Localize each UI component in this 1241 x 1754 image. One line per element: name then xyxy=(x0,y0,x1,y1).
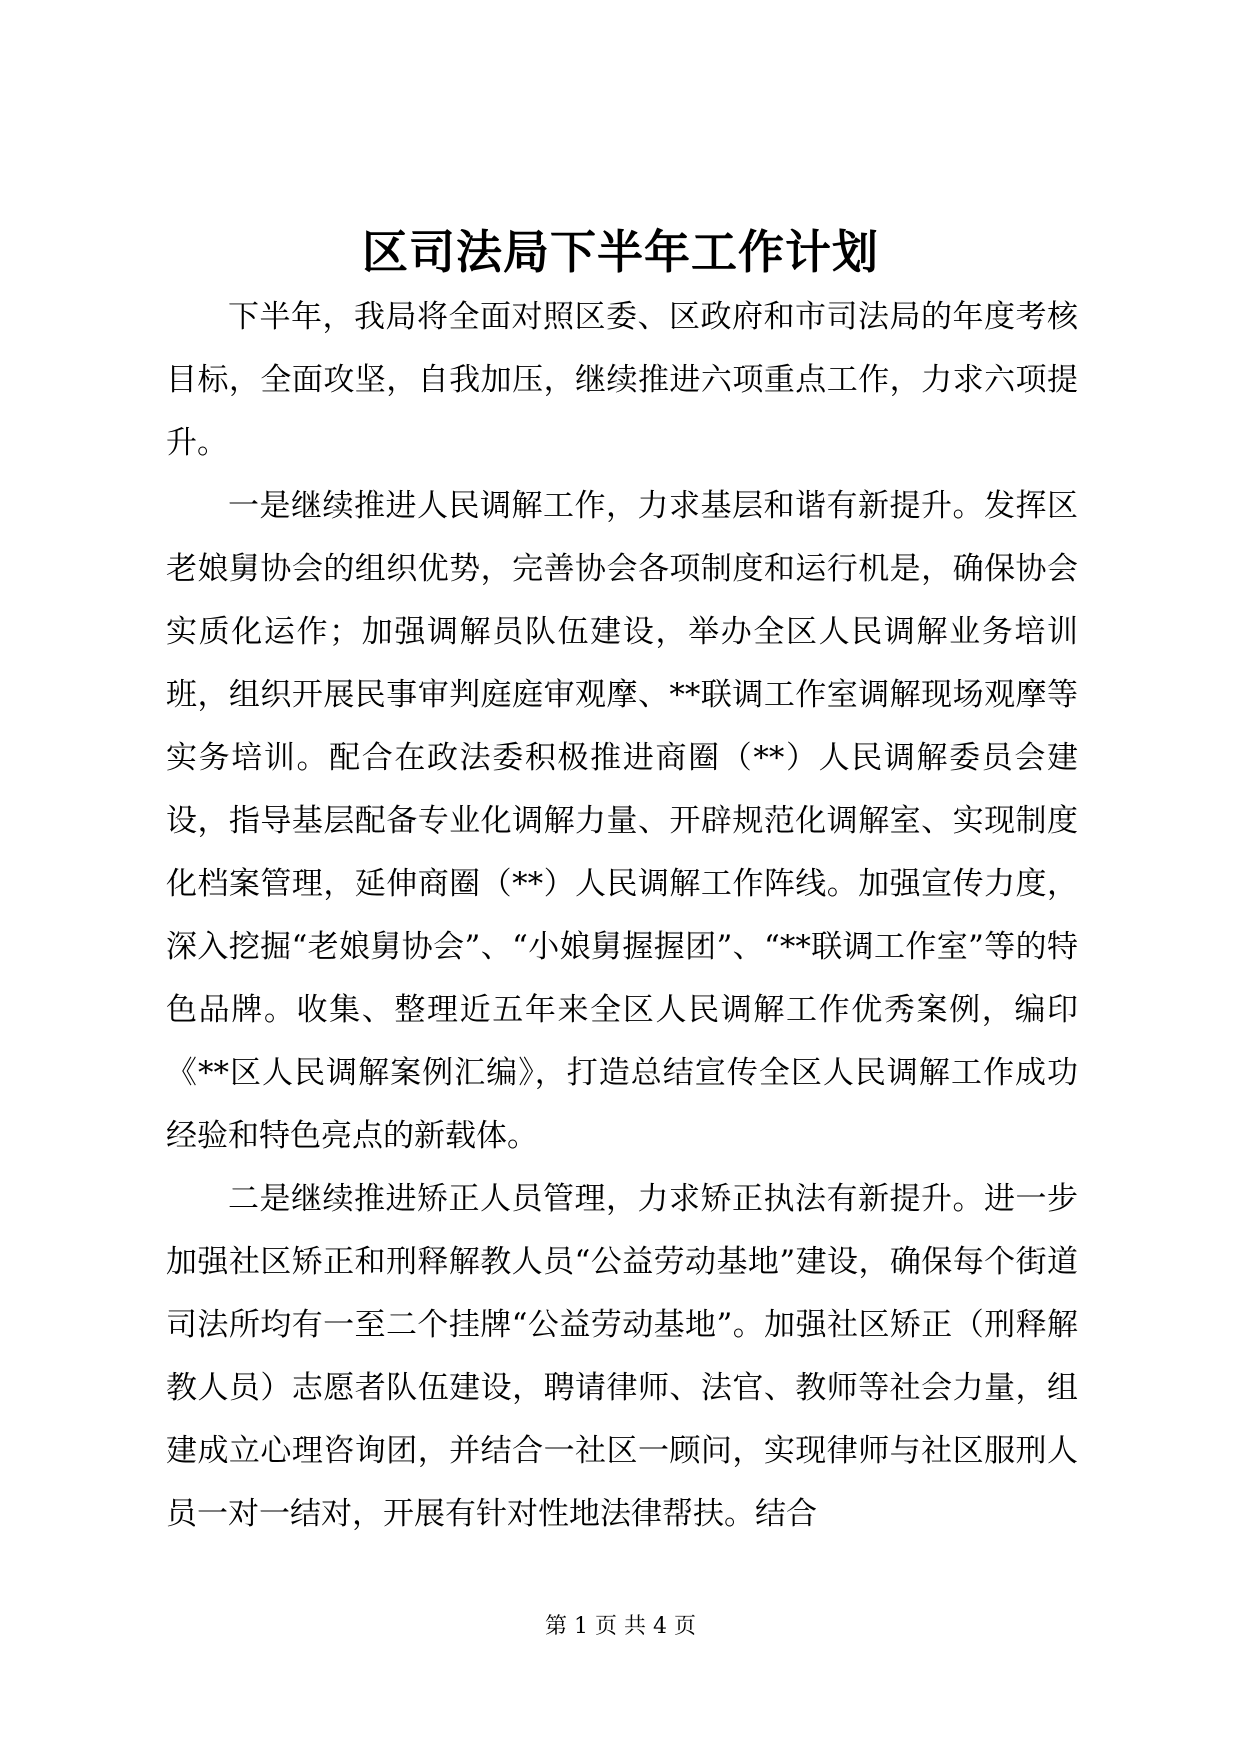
paragraph-correction: 二是继续推进矫正人员管理，力求矫正执法有新提升。进一步加强社区矫正和刑释解教人员“公益劳动基地”建设，确保每个街道司法所均有一至二个挂牌“公益劳动基地”。加强社区矫正（刑释解教人员）志愿者队伍建设，聘请律师、法官、教师等社会力量，组建成立心理咨询团，并结合一社区一顾问，实现律师与社区服刑人员一对一结对，开展有针对性地法律帮扶。结合 xyxy=(166,1181,1078,1532)
paragraph-mediation: 一是继续推进人民调解工作，力求基层和谐有新提升。发挥区老娘舅协会的组织优势，完善协会各项制度和运行机是，确保协会实质化运作；加强调解员队伍建设，举办全区人民调解业务培训班，组织开展民事审判庭庭审观摩、**联调工作室调解现场观摩等实务培训。配合在政法委积极推进商圈（**）人民调解委员会建设，指导基层配备专业化调解力量、开辟规范化调解室、实现制度化档案管理，延伸商圈（**）人民调解工作阵线。加强宣传力度，深入挖掘“老娘舅协会”、“小娘舅握握团”、“**联调工作室”等的特色品牌。收集、整理近五年来全区人民调解工作优秀案例，编印《**区人民调解案例汇编》，打造总结宣传全区人民调解工作成功经验和特色亮点的新载体。 xyxy=(166,488,1078,1154)
document-title: 区司法局下半年工作计划 xyxy=(362,225,879,279)
document-body xyxy=(166,286,1078,1546)
paragraph-intro: 下半年，我局将全面对照区委、区政府和市司法局的年度考核目标，全面攻坚，自我加压，继续推进六项重点工作，力求六项提升。 xyxy=(166,299,1078,461)
page-footer: 第 1 页 共 4 页 xyxy=(545,1614,696,1639)
